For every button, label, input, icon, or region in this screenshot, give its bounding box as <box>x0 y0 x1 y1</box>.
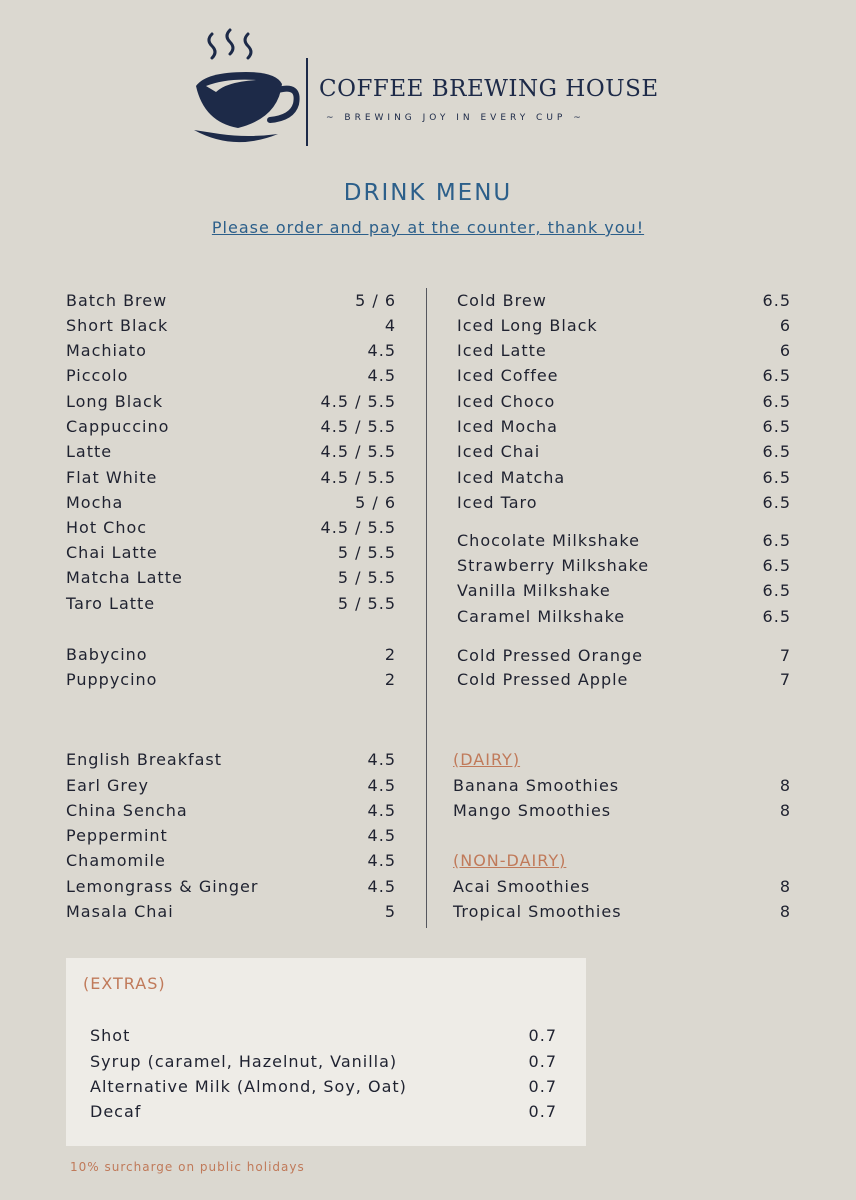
menu-item <box>453 798 791 823</box>
item-name: Batch Brew <box>66 291 168 310</box>
menu-item <box>457 528 791 553</box>
item-name: Taro Latte <box>66 594 156 613</box>
item-price: 4.5 / 5.5 <box>320 468 396 487</box>
item-name: Latte <box>66 442 113 461</box>
menu-item <box>66 642 396 667</box>
menu-subtitle: Please order and pay at the counter, thank you! <box>211 218 645 237</box>
item-name: Iced Mocha <box>457 417 558 436</box>
menu-item <box>457 363 791 388</box>
item-price: 4.5 <box>367 801 396 820</box>
item-price: 6.5 <box>762 581 791 600</box>
menu-item <box>457 439 791 464</box>
item-name: Iced Choco <box>457 392 556 411</box>
menu-item <box>66 667 396 692</box>
menu-item <box>457 288 791 313</box>
item-price: 6 <box>779 316 791 335</box>
item-price: 8 <box>779 776 791 795</box>
extra-name: Alternative Milk (Almond, Soy, Oat) <box>90 1077 407 1096</box>
item-price: 4.5 <box>367 851 396 870</box>
item-name: Iced Matcha <box>457 468 566 487</box>
item-price: 5 / 6 <box>355 291 396 310</box>
item-price: 6.5 <box>762 366 791 385</box>
item-price: 4.5 <box>367 750 396 769</box>
item-name: Matcha Latte <box>66 568 183 587</box>
menu-item <box>66 363 396 388</box>
item-name: Flat White <box>66 468 158 487</box>
item-name: Chamomile <box>66 851 166 870</box>
item-price: 2 <box>384 645 396 664</box>
brand-tagline: ~ BREWING JOY IN EVERY CUP ~ <box>326 113 585 123</box>
menu-item <box>66 565 396 590</box>
item-name: Iced Coffee <box>457 366 559 385</box>
item-price: 6.5 <box>762 392 791 411</box>
column-divider <box>426 288 427 928</box>
item-price: 4.5 / 5.5 <box>320 518 396 537</box>
menu-item <box>457 643 791 668</box>
menu-item <box>453 874 791 899</box>
extra-item <box>90 1074 557 1100</box>
item-name: Machiato <box>66 341 147 360</box>
menu-title: DRINK MENU <box>343 180 513 206</box>
non-dairy-label: (NON-DAIRY) <box>453 851 567 870</box>
item-price: 5 / 6 <box>355 493 396 512</box>
item-price: 4.5 <box>367 341 396 360</box>
item-name: Iced Long Black <box>457 316 598 335</box>
item-price: 4.5 / 5.5 <box>320 417 396 436</box>
menu-item <box>457 465 791 490</box>
item-price: 4.5 <box>367 826 396 845</box>
menu-item <box>66 773 396 798</box>
menu-item <box>457 414 791 439</box>
brand-header <box>192 26 672 150</box>
dairy-label: (DAIRY) <box>453 750 521 769</box>
item-price: 6.5 <box>762 556 791 575</box>
item-name: Short Black <box>66 316 169 335</box>
item-name: English Breakfast <box>66 750 223 769</box>
menu-item <box>66 874 396 899</box>
item-name: Cold Pressed Orange <box>457 646 643 665</box>
item-price: 8 <box>779 902 791 921</box>
menu-item <box>66 591 396 616</box>
item-name: Lemongrass & Ginger <box>66 877 259 896</box>
menu-item <box>457 578 791 603</box>
menu-item <box>66 414 396 439</box>
item-name: Peppermint <box>66 826 168 845</box>
extra-item <box>90 1049 557 1075</box>
menu-item <box>66 747 396 772</box>
item-name: Long Black <box>66 392 164 411</box>
item-price: 5 / 5.5 <box>337 594 396 613</box>
extra-item <box>90 1099 557 1125</box>
item-price: 8 <box>779 801 791 820</box>
item-price: 4 <box>384 316 396 335</box>
menu-item <box>66 389 396 414</box>
item-name: Puppycino <box>66 670 158 689</box>
extra-price: 0.7 <box>528 1077 557 1096</box>
item-price: 5 / 5.5 <box>337 568 396 587</box>
item-name: Chai Latte <box>66 543 158 562</box>
item-name: Iced Latte <box>457 341 547 360</box>
extra-price: 0.7 <box>528 1026 557 1045</box>
menu-item <box>457 604 791 629</box>
item-name: Acai Smoothies <box>453 877 591 896</box>
brand-name: COFFEE BREWING HOUSE <box>319 76 659 102</box>
item-price: 4.5 / 5.5 <box>320 392 396 411</box>
item-price: 6.5 <box>762 417 791 436</box>
item-name: Cappuccino <box>66 417 170 436</box>
brand-divider <box>306 58 308 146</box>
item-name: Strawberry Milkshake <box>457 556 650 575</box>
menu-item <box>66 848 396 873</box>
menu-item <box>457 338 791 363</box>
item-price: 5 / 5.5 <box>337 543 396 562</box>
item-price: 6 <box>779 341 791 360</box>
item-price: 4.5 <box>367 877 396 896</box>
item-price: 6.5 <box>762 291 791 310</box>
item-name: Banana Smoothies <box>453 776 620 795</box>
item-price: 6.5 <box>762 607 791 626</box>
item-price: 4.5 <box>367 776 396 795</box>
menu-item <box>66 515 396 540</box>
menu-item <box>66 338 396 363</box>
menu-item <box>66 313 396 338</box>
coffee-cup-logo-icon <box>192 26 304 150</box>
item-price: 8 <box>779 877 791 896</box>
item-price: 7 <box>779 670 791 689</box>
item-name: Tropical Smoothies <box>453 902 622 921</box>
item-name: Caramel Milkshake <box>457 607 626 626</box>
item-name: Cold Pressed Apple <box>457 670 629 689</box>
menu-item <box>457 553 791 578</box>
item-name: Mocha <box>66 493 124 512</box>
item-price: 6.5 <box>762 442 791 461</box>
menu-item <box>453 899 791 924</box>
extra-name: Decaf <box>90 1102 142 1121</box>
item-price: 4.5 / 5.5 <box>320 442 396 461</box>
menu-item <box>457 389 791 414</box>
menu-item <box>457 313 791 338</box>
menu-item <box>66 540 396 565</box>
menu-item <box>66 465 396 490</box>
menu-item <box>66 490 396 515</box>
item-name: China Sencha <box>66 801 188 820</box>
menu-item <box>66 823 396 848</box>
extra-name: Syrup (caramel, Hazelnut, Vanilla) <box>90 1052 398 1071</box>
item-price: 4.5 <box>367 366 396 385</box>
menu-item <box>453 773 791 798</box>
menu-item <box>66 288 396 313</box>
extra-price: 0.7 <box>528 1102 557 1121</box>
menu-item <box>66 899 396 924</box>
item-name: Masala Chai <box>66 902 174 921</box>
item-name: Vanilla Milkshake <box>457 581 611 600</box>
item-price: 5 <box>384 902 396 921</box>
item-name: Piccolo <box>66 366 129 385</box>
menu-item <box>66 798 396 823</box>
item-price: 6.5 <box>762 493 791 512</box>
item-name: Iced Chai <box>457 442 541 461</box>
extra-price: 0.7 <box>528 1052 557 1071</box>
item-name: Mango Smoothies <box>453 801 612 820</box>
surcharge-footnote: 10% surcharge on public holidays <box>70 1160 305 1174</box>
menu-item <box>457 490 791 515</box>
extras-panel <box>66 958 586 1146</box>
item-price: 6.5 <box>762 468 791 487</box>
extra-item <box>90 1023 557 1049</box>
extras-label: (EXTRAS) <box>83 974 166 993</box>
extra-name: Shot <box>90 1026 131 1045</box>
menu-item <box>66 439 396 464</box>
item-name: Earl Grey <box>66 776 149 795</box>
item-name: Iced Taro <box>457 493 538 512</box>
item-name: Cold Brew <box>457 291 547 310</box>
item-price: 2 <box>384 670 396 689</box>
item-name: Chocolate Milkshake <box>457 531 640 550</box>
item-price: 6.5 <box>762 531 791 550</box>
item-name: Babycino <box>66 645 148 664</box>
item-name: Hot Choc <box>66 518 148 537</box>
item-price: 7 <box>779 646 791 665</box>
menu-item <box>457 667 791 692</box>
